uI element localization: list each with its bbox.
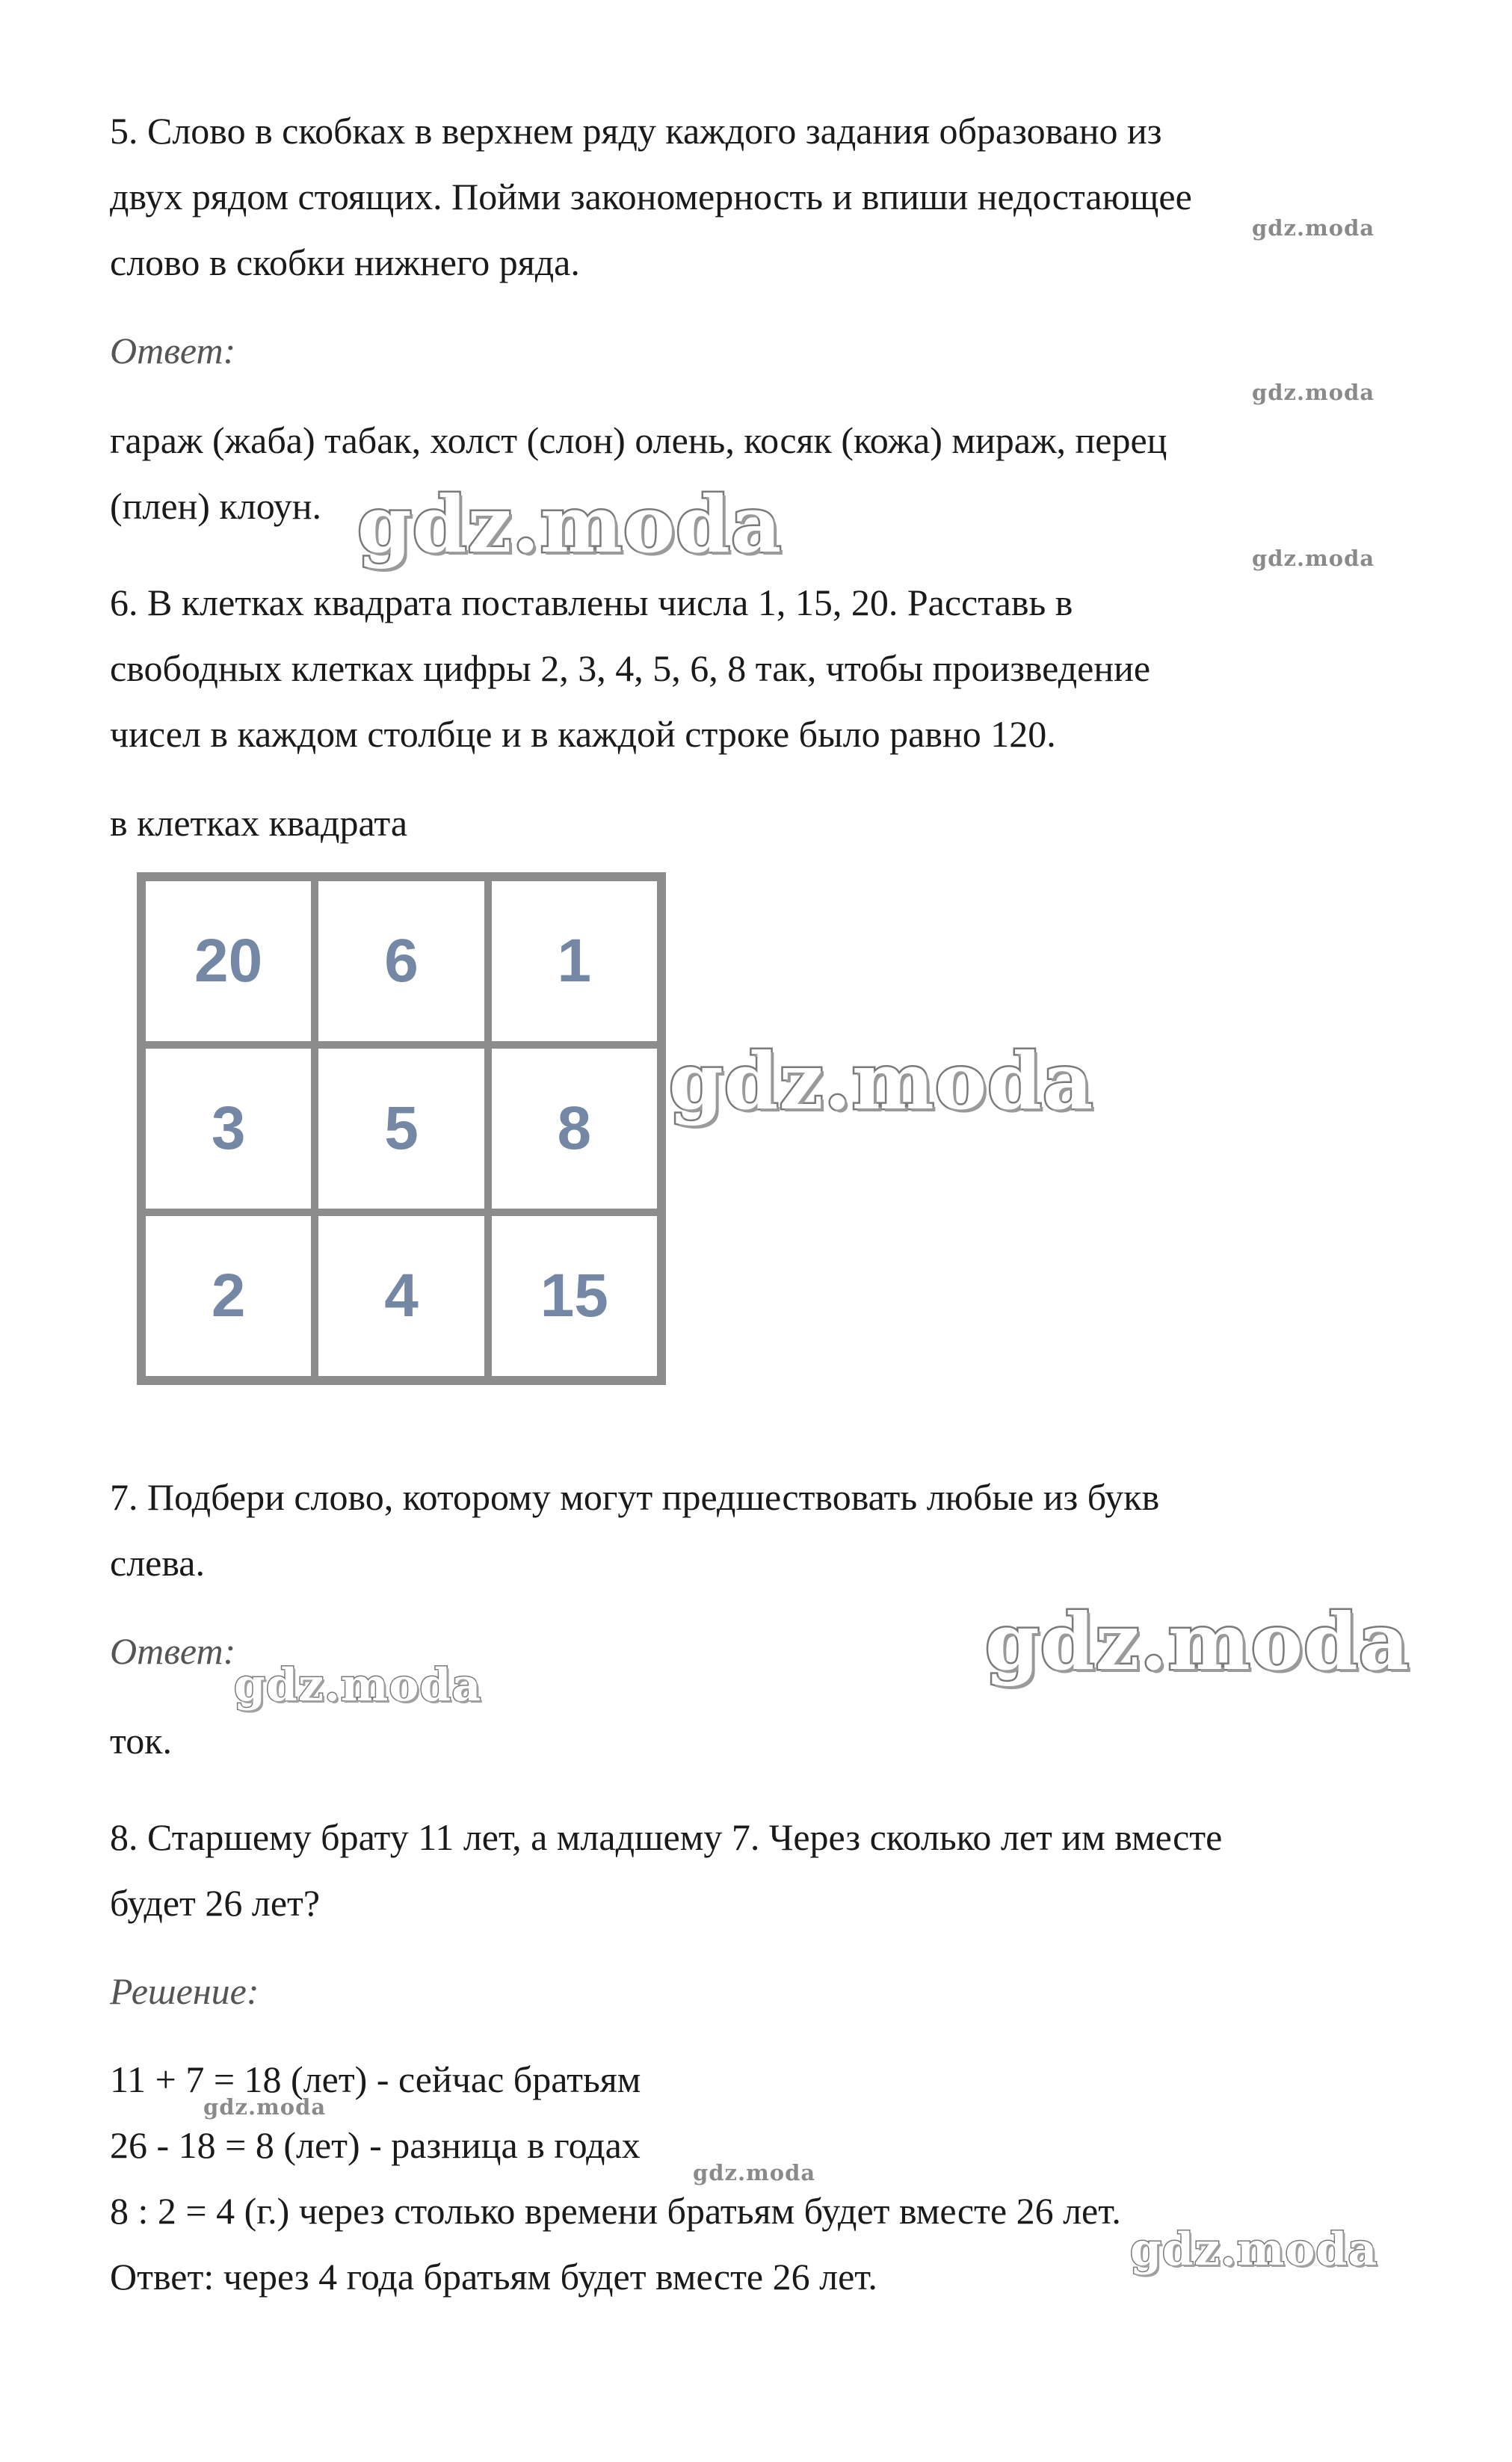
task8-solution-line-1: 11 + 7 = 18 (лет) - сейчас братьям [110,2058,641,2100]
task5-answer-line-1: гараж (жаба) табак, холст (слон) олень, косяк (кожа) мираж, перец [110,419,1167,461]
watermark: gdz.moda [234,1659,482,1712]
watermark: gdz.moda [1130,2224,1378,2276]
watermark: gdz.moda [693,2160,816,2185]
grid-cell: 6 [318,881,484,1041]
task6-line-1: 6. В клетках квадрата поставлены числа 1, 15, 20. Расставь в [110,581,1073,623]
task6-line-2: свободных клетках цифры 2, 3, 4, 5, 6, 8 так, чтобы произведение [110,647,1151,689]
watermark: gdz.moda [1252,215,1375,241]
watermark: gdz.moda [1252,546,1375,571]
task7-line-2: слева. [110,1542,205,1584]
grid-cell: 20 [146,881,311,1041]
grid-cell: 5 [318,1049,484,1209]
watermark: gdz.moda [669,1035,1094,1127]
task7-answer: ток. [110,1720,172,1762]
task5-answer-label: Ответ: [110,330,236,371]
task8-solution-line-3: 8 : 2 = 4 (г.) через столько времени братьям будет вместе 26 лет. [110,2190,1121,2232]
grid-cell: 1 [492,881,657,1041]
number-square [137,872,666,1385]
watermark: gdz.moda [985,1596,1410,1688]
task8-solution-line-4: Ответ: через 4 года братьям будет вместе 26 лет. [110,2256,877,2298]
task5-line-2: двух рядом стоящих. Пойми закономерность и впиши недостающее [110,176,1192,217]
grid-cell: 3 [146,1049,311,1209]
task6-line-3: чисел в каждом столбце и в каждой строке было равно 120. [110,713,1056,755]
task5-line-1: 5. Слово в скобках в верхнем ряду каждого задания образовано из [110,110,1162,152]
task5-answer-line-2: (плен) клоун. [110,485,322,527]
task8-solution-line-2: 26 - 18 = 8 (лет) - разница в годах [110,2124,641,2166]
grid-cell: 2 [146,1216,311,1376]
grid-cell: 15 [492,1216,657,1376]
task7-line-1: 7. Подбери слово, которому могут предшествовать любые из букв [110,1476,1160,1518]
task8-line-2: будет 26 лет? [110,1882,321,1924]
grid-cell: 4 [318,1216,484,1376]
task8-line-1: 8. Старшему брату 11 лет, а младшему 7. Через сколько лет им вместе [110,1816,1223,1858]
grid-cell: 8 [492,1049,657,1209]
task8-solution-label: Решение: [110,1970,259,2012]
watermark: gdz.moda [1252,380,1375,405]
watermark: gdz.moda [357,478,783,570]
watermark: gdz.moda [203,2094,327,2120]
task6-caption: в клетках квадрата [110,802,408,844]
task5-line-3: слово в скобки нижнего ряда. [110,241,580,283]
task7-answer-label: Ответ: [110,1630,236,1672]
